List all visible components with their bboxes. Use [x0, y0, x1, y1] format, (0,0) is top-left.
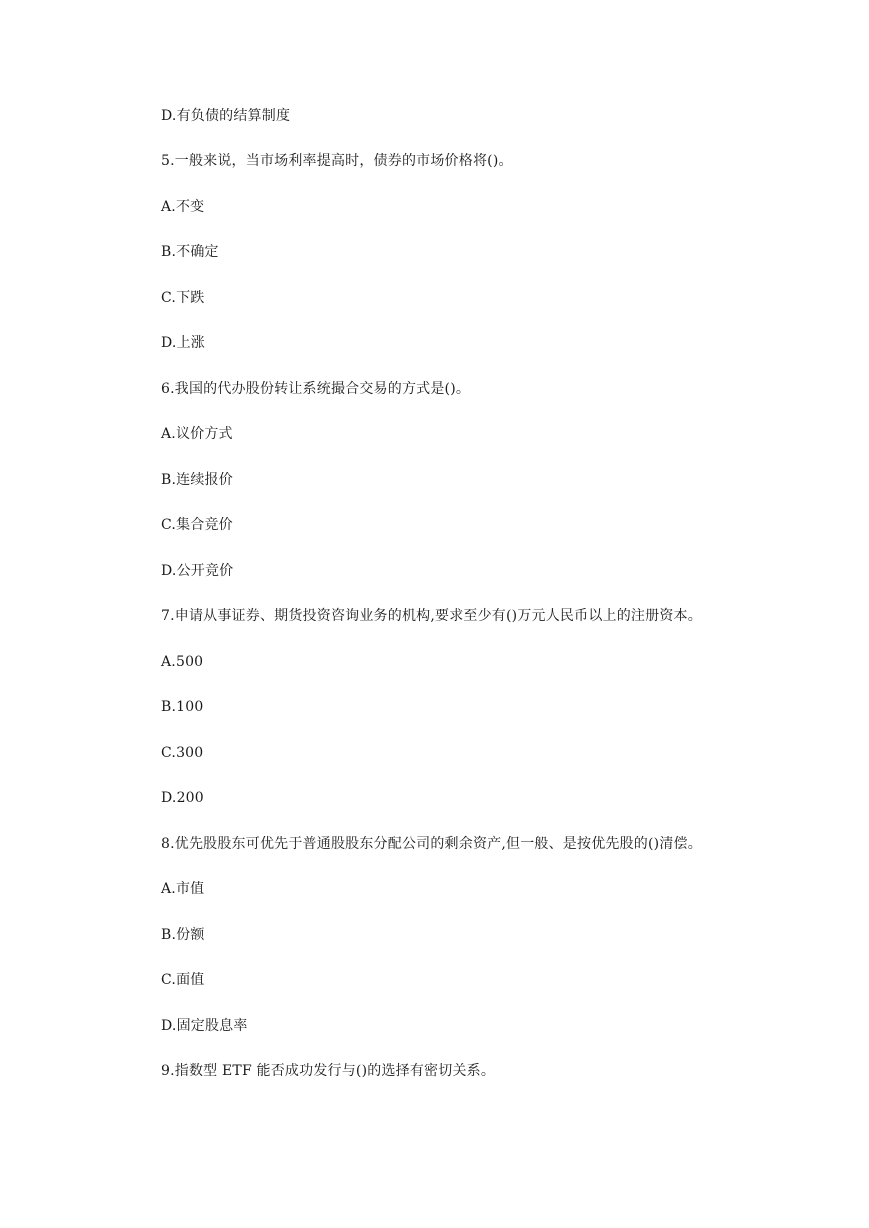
option-b-q6: B.连续报价 — [161, 472, 233, 488]
option-b-q8: B.份额 — [161, 927, 205, 943]
option-a-q5: A.不变 — [161, 199, 205, 215]
option-d-q4: D.有负债的结算制度 — [161, 108, 291, 124]
question-7: 7.申请从事证券、期货投资咨询业务的机构,要求至少有()万元人民币以上的注册资本。 — [161, 608, 702, 624]
option-c-q5: C.下跌 — [161, 290, 205, 306]
question-8: 8.优先股股东可优先于普通股股东分配公司的剩余资产,但一般、是按优先股的()清偿。 — [161, 836, 702, 852]
option-a-q6: A.议价方式 — [161, 426, 233, 442]
option-d-q8: D.固定股息率 — [161, 1018, 248, 1034]
option-a-q8: A.市值 — [161, 881, 205, 897]
option-d-q5: D.上涨 — [161, 335, 205, 351]
question-9: 9.指数型 ETF 能否成功发行与()的选择有密切关系。 — [161, 1063, 496, 1079]
question-5: 5.一般来说，当市场利率提高时，债券的市场价格将()。 — [161, 153, 513, 169]
option-c-q7: C.300 — [161, 745, 204, 761]
option-c-q6: C.集合竞价 — [161, 517, 233, 533]
option-a-q7: A.500 — [161, 654, 204, 670]
option-b-q5: B.不确定 — [161, 244, 219, 260]
question-6: 6.我国的代办股份转让系统撮合交易的方式是()。 — [161, 381, 471, 397]
option-d-q7: D.200 — [161, 790, 204, 806]
option-b-q7: B.100 — [161, 699, 204, 715]
option-d-q6: D.公开竞价 — [161, 563, 234, 579]
option-c-q8: C.面值 — [161, 972, 205, 988]
